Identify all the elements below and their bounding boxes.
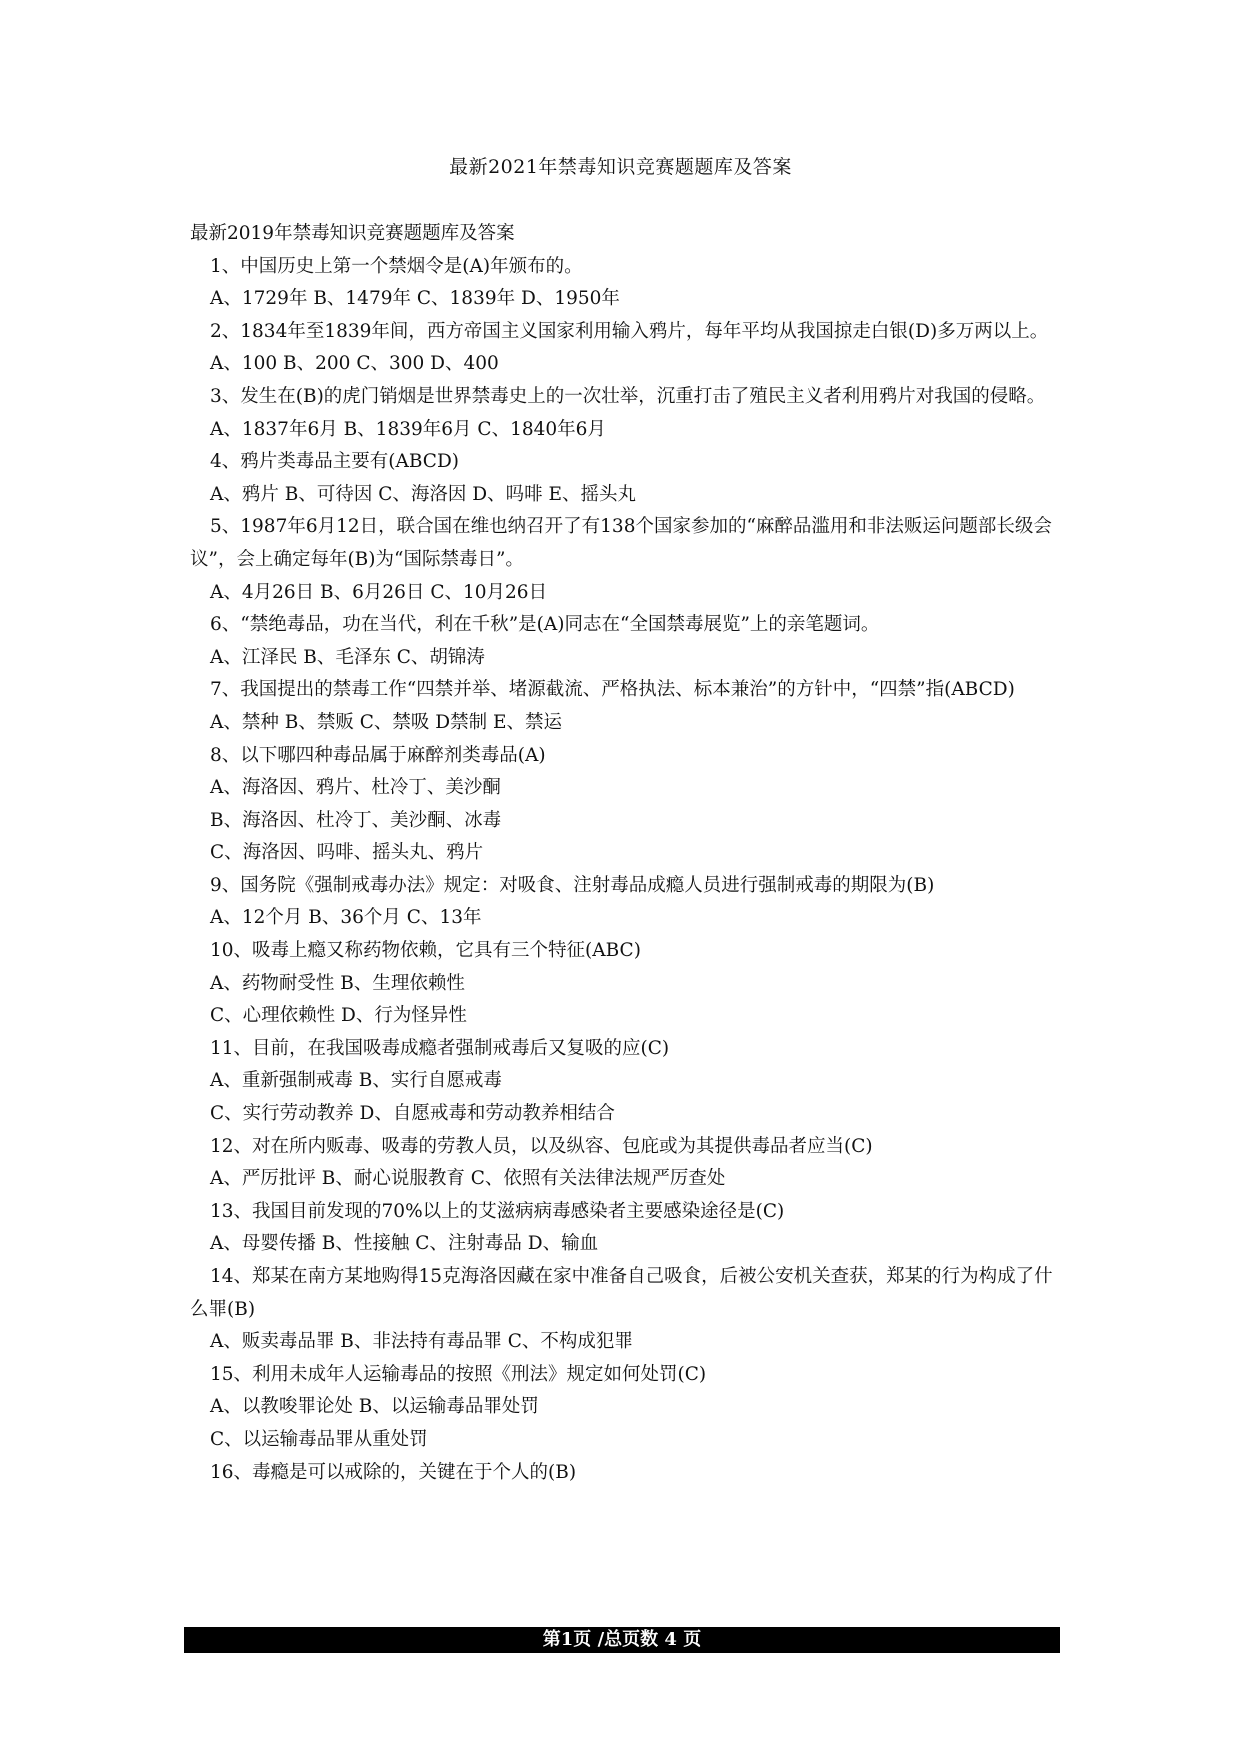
text-line: A、禁种 B、禁贩 C、禁吸 D禁制 E、禁运 bbox=[210, 711, 562, 733]
text-line: A、1729年 B、1479年 C、1839年 D、1950年 bbox=[210, 288, 620, 310]
text-line: A、12个月 B、36个月 C、13年 bbox=[210, 907, 482, 929]
text-line: A、严厉批评 B、耐心说服教育 C、依照有关法律法规严厉查处 bbox=[210, 1168, 726, 1190]
page-footer: 第1页 /总页数 4 页 bbox=[184, 1627, 1060, 1653]
text-line: 3、发生在(B)的虎门销烟是世界禁毒史上的一次壮举，沉重打击了殖民主义者利用鸦片对我国的侵略。 bbox=[210, 385, 1046, 407]
text-line: 1、中国历史上第一个禁烟令是(A)年颁布的。 bbox=[210, 255, 583, 277]
text-line: 11、目前，在我国吸毒成瘾者强制戒毒后又复吸的应(C) bbox=[210, 1037, 670, 1059]
text-line: B、海洛因、杜冷丁、美沙酮、冰毒 bbox=[210, 809, 502, 831]
text-line: 15、利用未成年人运输毒品的按照《刑法》规定如何处罚(C) bbox=[210, 1363, 707, 1385]
text-line: 4、鸦片类毒品主要有(ABCD) bbox=[210, 451, 459, 473]
text-line: A、母婴传播 B、性接触 C、注射毒品 D、输血 bbox=[210, 1233, 599, 1255]
text-line: 2、1834年至1839年间，西方帝国主义国家利用输入鸦片，每年平均从我国掠走白银(D)多万两以上。 bbox=[210, 320, 1049, 342]
text-line: 8、以下哪四种毒品属于麻醉剂类毒品(A) bbox=[210, 744, 546, 766]
text-line: 6、“禁绝毒品，功在当代，利在千秋”是(A)同志在“全国禁毒展览”上的亲笔题词。 bbox=[210, 614, 880, 636]
text-line: A、海洛因、鸦片、杜冷丁、美沙酮 bbox=[210, 777, 501, 799]
text-line: C、心理依赖性 D、行为怪异性 bbox=[210, 1005, 467, 1027]
text-line: A、贩卖毒品罪 B、非法持有毒品罪 C、不构成犯罪 bbox=[210, 1331, 633, 1353]
document-title: 最新2021年禁毒知识竞赛题题库及答案 bbox=[449, 156, 792, 178]
text-line: 5、1987年6月12日，联合国在维也纳召开了有138个国家参加的“麻醉品滥用和非法贩运问题部长级会议”，会上确定每年(B)为“国际禁毒日”。 bbox=[190, 516, 1052, 570]
text-line: 13、我国目前发现的70%以上的艾滋病病毒感染者主要感染途径是(C) bbox=[210, 1200, 785, 1222]
text-line: 10、吸毒上瘾又称药物依赖，它具有三个特征(ABC) bbox=[210, 940, 641, 962]
text-line: 12、对在所内贩毒、吸毒的劳教人员，以及纵容、包庇或为其提供毒品者应当(C) bbox=[210, 1135, 873, 1157]
document-body bbox=[190, 218, 1070, 1489]
text-line: A、1837年6月 B、1839年6月 C、1840年6月 bbox=[210, 418, 606, 440]
text-line: C、实行劳动教养 D、自愿戒毒和劳动教养相结合 bbox=[210, 1103, 615, 1125]
text-line: A、以教唆罪论处 B、以运输毒品罪处罚 bbox=[210, 1396, 539, 1418]
document-subtitle: 最新2019年禁毒知识竞赛题题库及答案 bbox=[190, 223, 515, 244]
text-line: C、以运输毒品罪从重处罚 bbox=[210, 1428, 428, 1450]
text-line: 14、郑某在南方某地购得15克海洛因藏在家中准备自己吸食，后被公安机关查获，郑某的行为构成了什么罪(B) bbox=[190, 1266, 1053, 1320]
text-line: A、鸦片 B、可待因 C、海洛因 D、吗啡 E、摇头丸 bbox=[210, 483, 636, 505]
text-line: A、药物耐受性 B、生理依赖性 bbox=[210, 972, 465, 994]
text-line: 7、我国提出的禁毒工作“四禁并举、堵源截流、严格执法、标本兼治”的方针中，“四禁”指(ABCD) bbox=[210, 679, 1015, 701]
text-line: A、100 B、200 C、300 D、400 bbox=[210, 353, 499, 375]
text-line: 16、毒瘾是可以戒除的，关键在于个人的(B) bbox=[210, 1461, 577, 1483]
text-line: 9、国务院《强制戒毒办法》规定：对吸食、注射毒品成瘾人员进行强制戒毒的期限为(B) bbox=[210, 874, 935, 896]
text-line: A、江泽民 B、毛泽东 C、胡锦涛 bbox=[210, 646, 485, 668]
text-line: A、重新强制戒毒 B、实行自愿戒毒 bbox=[210, 1070, 502, 1092]
text-line: A、4月26日 B、6月26日 C、10月26日 bbox=[210, 581, 548, 603]
text-line: C、海洛因、吗啡、摇头丸、鸦片 bbox=[210, 842, 484, 864]
